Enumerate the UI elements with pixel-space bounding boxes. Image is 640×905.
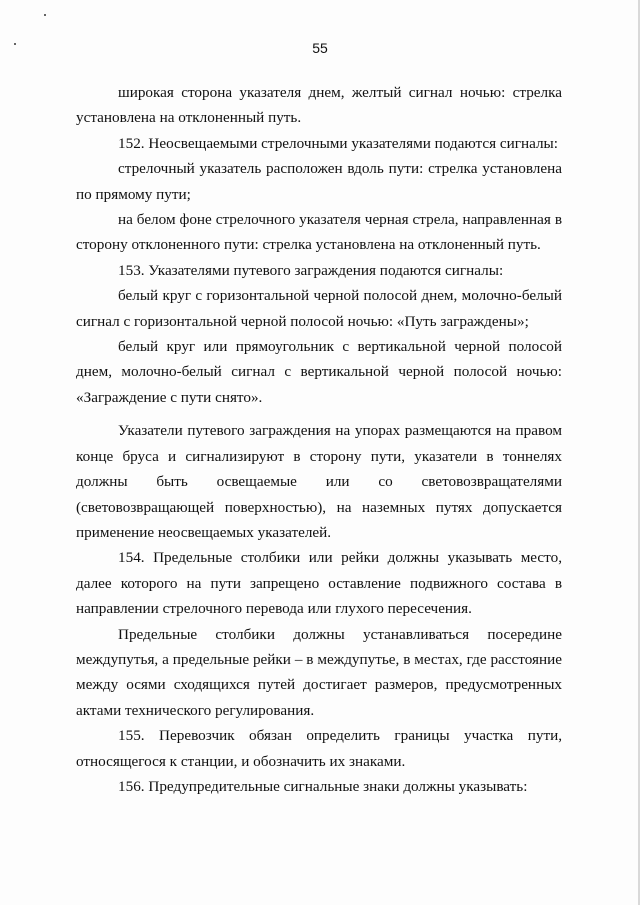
paragraph: 153. Указателями путевого заграждения подаются сигналы: <box>118 261 504 279</box>
paragraph: на белом фоне стрелочного указателя черная стрела, направленная в сторону отклоненного пути: стрелка установлена на отклоненный путь. <box>76 211 562 254</box>
paragraph: стрелочный указатель расположен вдоль пути: стрелка установлена по прямому пути; <box>76 160 562 203</box>
page-number: 55 <box>312 40 328 56</box>
paragraph: белый круг с горизонтальной черной полосой днем, молочно-белый сигнал с горизонтальной черной полосой ночью: «Путь заграждены»; <box>76 287 562 330</box>
paragraph: Предельные столбики должны устанавливаться посередине междупутья, а предельные рейки – в междупутье, в местах, где расстояние между осями сходящихся путей достигает размеров, предусмотренных актами технического регулирования. <box>76 625 562 719</box>
document-body <box>76 80 562 799</box>
paragraph-gap <box>76 410 562 418</box>
paragraph: 152. Неосвещаемыми стрелочными указателями подаются сигналы: <box>118 134 558 152</box>
paragraph: широкая сторона указателя днем, желтый сигнал ночью: стрелка установлена на отклоненный путь. <box>76 84 562 127</box>
paragraph: 155. Перевозчик обязан определить границы участка пути, относящегося к станции, и обозначить их знаками. <box>76 727 562 770</box>
paragraph: Указатели путевого заграждения на упорах размещаются на правом конце бруса и сигнализируют в сторону пути, указатели в тоннелях должны быть освещаемые или со световозвращателями (световозвращающей поверхностью), на наземных путях допускается применение неосвещаемых указателей. <box>76 422 562 541</box>
paragraph: 154. Предельные столбики или рейки должны указывать место, далее которого на пути запрещено оставление подвижного состава в направлении стрелочного перевода или глухого пересечения. <box>76 549 562 618</box>
paragraph: 156. Предупредительные сигнальные знаки должны указывать: <box>118 777 528 795</box>
paragraph: белый круг или прямоугольник с вертикальной черной полосой днем, молочно-белый сигнал с вертикальной черной полосой ночью: «Заграждение с пути снято». <box>76 338 562 406</box>
scan-speck <box>44 14 46 16</box>
